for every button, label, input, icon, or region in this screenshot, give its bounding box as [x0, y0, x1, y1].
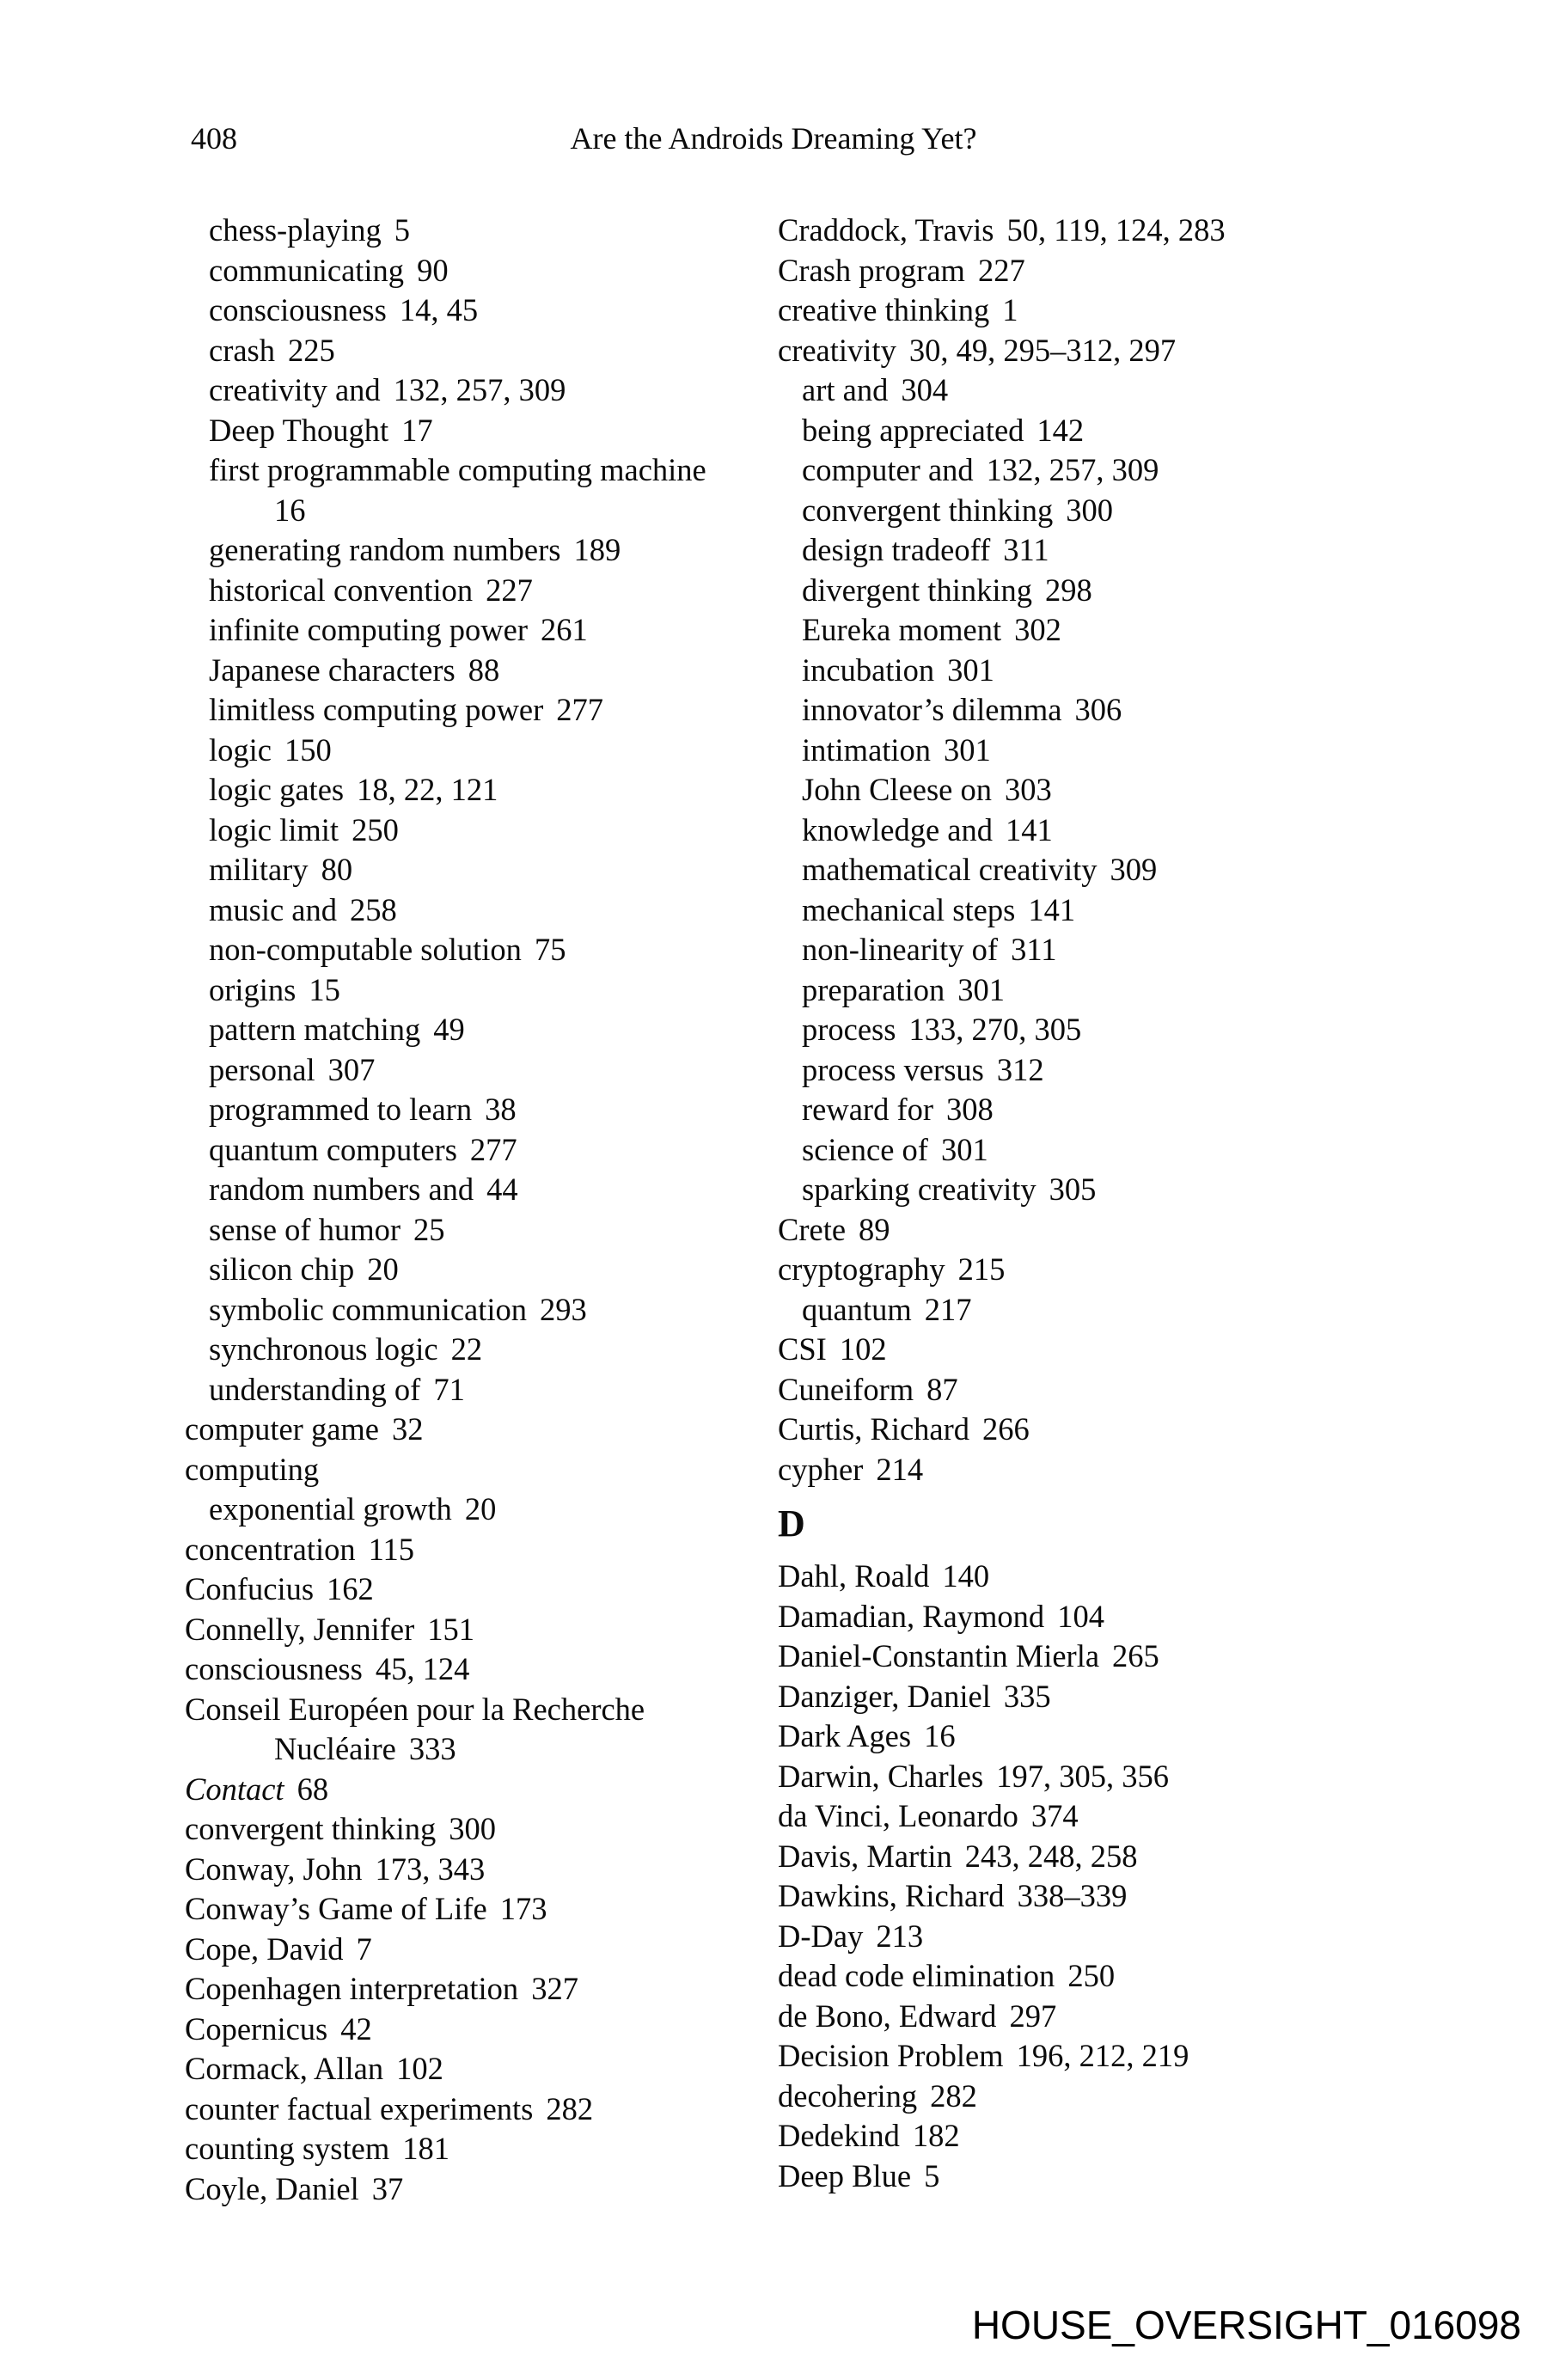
entry-pages: 32 — [392, 1411, 424, 1447]
index-entry — [778, 811, 1362, 851]
index-entry — [185, 1130, 769, 1171]
entry-label: military — [209, 852, 309, 887]
index-entry — [185, 491, 769, 531]
index-entry — [778, 211, 1362, 251]
index-entry — [185, 2089, 769, 2130]
index-entry — [778, 1330, 1362, 1370]
index-entry — [778, 1050, 1362, 1091]
index-entry — [185, 411, 769, 451]
entry-label: logic — [209, 731, 272, 768]
entry-label: design tradeoff — [802, 532, 991, 567]
entry-pages: 37 — [371, 2170, 404, 2206]
entry-label: Dark Ages — [778, 1718, 912, 1753]
entry-pages: 5 — [394, 212, 410, 248]
index-entry — [185, 251, 769, 291]
entry-label: Cope, David — [185, 1930, 344, 1967]
index-entry — [185, 571, 769, 611]
entry-label: divergent thinking — [802, 572, 1032, 608]
entry-label: personal — [209, 1051, 315, 1087]
index-entry — [778, 530, 1362, 571]
index-entry — [778, 1757, 1362, 1797]
entry-label: Coyle, Daniel — [185, 2170, 359, 2206]
index-column-left — [185, 211, 769, 2209]
index-entry — [185, 1770, 769, 1810]
entry-label: art and — [802, 372, 889, 407]
entry-label: random numbers and — [209, 1172, 474, 1207]
index-entry — [778, 890, 1362, 931]
index-entry — [778, 450, 1362, 491]
section-heading: D — [778, 1502, 805, 1545]
entry-label: non-computable solution — [209, 932, 522, 967]
entry-pages: 261 — [541, 612, 588, 647]
entry-pages: 298 — [1044, 572, 1092, 608]
index-entry — [185, 1210, 769, 1251]
entry-label: incubation — [802, 652, 935, 688]
entry-label: decohering — [778, 2077, 918, 2114]
entry-pages: 1 — [1002, 292, 1018, 327]
index-entry — [185, 1969, 769, 2010]
entry-pages: 87 — [926, 1371, 958, 1407]
index-entry — [778, 251, 1362, 291]
entry-label: Davis, Martin — [778, 1838, 952, 1874]
entry-label: dead code elimination — [778, 1958, 1055, 1993]
index-entry — [185, 690, 769, 731]
entry-pages: 133, 270, 305 — [908, 1012, 1082, 1047]
index-entry — [185, 970, 769, 1011]
index-entry — [185, 1930, 769, 1970]
entry-pages: 277 — [469, 1131, 517, 1167]
entry-label: D-Day — [778, 1918, 864, 1954]
entry-pages: 181 — [402, 2131, 449, 2166]
entry-pages: 115 — [368, 1531, 415, 1567]
index-entry — [185, 1250, 769, 1290]
entry-pages: 30, 49, 295–312, 297 — [908, 332, 1177, 368]
running-title: Are the Androids Dreaming Yet? — [570, 121, 977, 156]
entry-pages: 277 — [556, 692, 604, 727]
entry-label: programmed to learn — [209, 1092, 473, 1127]
entry-pages: 309 — [1110, 852, 1158, 887]
entry-pages: 104 — [1057, 1598, 1104, 1634]
index-entry — [778, 491, 1362, 531]
entry-label: chess-playing — [209, 212, 382, 248]
entry-label: mathematical creativity — [802, 852, 1098, 887]
index-entry — [185, 770, 769, 811]
entry-label: preparation — [802, 971, 945, 1007]
index-entry — [778, 1997, 1362, 2037]
entry-label: Dedekind — [778, 2118, 900, 2153]
entry-label: communicating — [209, 252, 405, 288]
entry-label: consciousness — [209, 292, 387, 327]
entry-pages: 214 — [876, 1451, 924, 1487]
entry-pages: 282 — [546, 2090, 594, 2126]
entry-label: Connelly, Jennifer — [185, 1611, 415, 1647]
entry-label: Danziger, Daniel — [778, 1678, 991, 1714]
entry-pages: 215 — [957, 1251, 1006, 1287]
entry-label: Crash program — [778, 252, 965, 288]
entry-label: convergent thinking — [185, 1811, 437, 1846]
entry-label: Conseil Européen pour la Recherche — [185, 1691, 645, 1727]
entry-label: infinite computing power — [209, 612, 529, 647]
index-entry — [185, 1490, 769, 1530]
entry-label: synchronous logic — [209, 1331, 438, 1367]
entry-label: limitless computing power — [209, 692, 544, 727]
entry-pages: 305 — [1049, 1172, 1097, 1207]
entry-pages: 302 — [1014, 612, 1061, 647]
entry-label: sense of humor — [209, 1211, 401, 1247]
index-entry — [185, 651, 769, 691]
entry-pages: 20 — [367, 1251, 399, 1287]
index-entry — [778, 1010, 1362, 1050]
index-entry — [185, 291, 769, 331]
entry-label: Confucius — [185, 1571, 315, 1606]
index-entry — [778, 571, 1362, 611]
entry-pages: 80 — [321, 852, 353, 887]
entry-pages: 189 — [573, 532, 621, 567]
entry-pages: 374 — [1030, 1798, 1079, 1833]
entry-label: de Bono, Edward — [778, 1998, 997, 2034]
entry-pages: 300 — [449, 1811, 497, 1846]
index-entry — [185, 811, 769, 851]
entry-label: creative thinking — [778, 292, 990, 327]
entry-pages: 25 — [413, 1211, 445, 1247]
entry-label: historical convention — [209, 572, 474, 608]
entry-pages: 18, 22, 121 — [357, 772, 498, 807]
entry-label: origins — [209, 971, 297, 1007]
entry-pages: 151 — [427, 1611, 475, 1647]
entry-pages: 338–339 — [1017, 1878, 1128, 1913]
entry-label: computing — [185, 1451, 320, 1487]
index-entry — [185, 1569, 769, 1610]
entry-pages: 16 — [924, 1718, 956, 1753]
entry-pages: 297 — [1009, 1998, 1057, 2034]
index-entry — [778, 370, 1362, 411]
entry-label: Conway’s Game of Life — [185, 1891, 487, 1926]
entry-label: quantum — [802, 1291, 912, 1327]
entry-label: creativity and — [209, 372, 381, 407]
entry-label: crash — [209, 332, 276, 368]
index-entry — [778, 731, 1362, 771]
index-entry — [185, 331, 769, 371]
index-entry — [778, 610, 1362, 651]
entry-pages: 335 — [1003, 1678, 1051, 1714]
page-number: 408 — [191, 121, 237, 156]
entry-pages: 17 — [401, 412, 433, 448]
entry-label: Copernicus — [185, 2010, 328, 2047]
entry-pages: 132, 257, 309 — [986, 452, 1159, 487]
entry-pages: 333 — [408, 1731, 456, 1766]
index-entry — [778, 970, 1362, 1011]
entry-pages: 308 — [946, 1092, 994, 1127]
index-entry — [778, 1917, 1362, 1957]
entry-pages: 14, 45 — [399, 292, 479, 327]
index-entry — [778, 411, 1362, 451]
entry-label: Deep Blue — [778, 2157, 912, 2193]
entry-label: mechanical steps — [802, 891, 1016, 927]
entry-label: Dahl, Roald — [778, 1558, 930, 1594]
index-entry — [778, 1956, 1362, 1997]
index-entry — [778, 2116, 1362, 2157]
entry-label: creativity — [778, 332, 896, 368]
index-entry — [778, 1796, 1362, 1837]
entry-label: symbolic communication — [209, 1291, 528, 1327]
entry-label: Copenhagen interpretation — [185, 1971, 519, 2006]
entry-label: Craddock, Travis — [778, 212, 994, 248]
entry-pages: 141 — [1028, 891, 1076, 927]
index-entry — [778, 1597, 1362, 1637]
entry-pages: 38 — [485, 1092, 517, 1127]
entry-label: cryptography — [778, 1251, 945, 1287]
index-entry — [185, 1050, 769, 1091]
entry-label: science of — [802, 1131, 928, 1167]
entry-label: understanding of — [209, 1371, 421, 1407]
entry-label: first programmable computing machine — [209, 452, 706, 487]
index-entry — [185, 1290, 769, 1331]
index-entry — [778, 1370, 1362, 1410]
entry-pages: 90 — [417, 252, 449, 288]
entry-label: process versus — [802, 1051, 984, 1087]
entry-pages: 227 — [977, 252, 1025, 288]
index-entry — [185, 610, 769, 651]
entry-pages: 71 — [433, 1371, 465, 1407]
entry-label: consciousness — [185, 1651, 363, 1686]
index-entry — [185, 370, 769, 411]
entry-pages: 20 — [464, 1491, 497, 1527]
index-entry — [185, 1170, 769, 1210]
entry-pages: 42 — [340, 2010, 372, 2047]
entry-label: logic gates — [209, 772, 345, 807]
entry-pages: 142 — [1036, 412, 1085, 448]
entry-pages: 22 — [450, 1331, 483, 1367]
entry-pages: 250 — [1067, 1958, 1116, 1993]
entry-pages: 327 — [531, 1971, 578, 2006]
entry-label: process — [802, 1012, 896, 1047]
entry-pages: 162 — [327, 1571, 374, 1606]
index-entry — [185, 930, 769, 970]
index-entry — [185, 1010, 769, 1050]
entry-pages: 45, 124 — [375, 1651, 470, 1686]
index-entry — [185, 1889, 769, 1930]
entry-pages: 303 — [1005, 772, 1052, 807]
entry-pages: 258 — [350, 891, 397, 927]
index-entry — [778, 1837, 1362, 1877]
entry-pages: 16 — [274, 492, 306, 528]
entry-pages: 89 — [859, 1211, 890, 1247]
entry-pages: 88 — [468, 652, 500, 688]
index-entry — [185, 1850, 769, 1890]
entry-label: intimation — [802, 731, 932, 768]
entry-pages: 102 — [396, 2051, 443, 2086]
entry-label: Cormack, Allan — [185, 2051, 384, 2086]
index-entry — [778, 1876, 1362, 1917]
entry-pages: 15 — [309, 971, 340, 1007]
index-entry — [778, 1677, 1362, 1717]
entry-pages: 301 — [947, 652, 994, 688]
entry-label: concentration — [185, 1531, 356, 1567]
entry-label: Darwin, Charles — [778, 1758, 984, 1794]
entry-pages: 301 — [940, 1131, 988, 1167]
entry-pages: 311 — [1003, 532, 1049, 567]
entry-label: Cuneiform — [778, 1371, 914, 1407]
index-entry — [185, 2049, 769, 2089]
index-entry — [778, 331, 1362, 371]
entry-label: silicon chip — [209, 1251, 355, 1287]
entry-pages: 197, 305, 356 — [996, 1758, 1169, 1794]
entry-pages: 265 — [1112, 1638, 1159, 1673]
entry-pages: 68 — [297, 1771, 329, 1807]
entry-label: convergent thinking — [802, 492, 1054, 528]
index-entry — [185, 1649, 769, 1690]
index-entry — [185, 2169, 769, 2210]
index-entry — [185, 1090, 769, 1130]
index-entry — [778, 291, 1362, 331]
entry-pages: 5 — [924, 2157, 940, 2193]
entry-label: non-linearity of — [802, 932, 999, 967]
entry-pages: 312 — [996, 1051, 1044, 1087]
entry-label: Decision Problem — [778, 2038, 1004, 2073]
index-entry — [778, 1450, 1362, 1490]
entry-pages: 182 — [912, 2118, 960, 2153]
index-entry — [778, 2077, 1362, 2117]
entry-label: Japanese characters — [209, 652, 456, 688]
entry-label: Deep Thought — [209, 412, 389, 448]
entry-pages: 75 — [534, 932, 566, 967]
entry-pages: 132, 257, 309 — [393, 372, 566, 407]
index-entry — [778, 770, 1362, 811]
index-entry — [185, 1610, 769, 1650]
entry-label: Curtis, Richard — [778, 1411, 970, 1447]
entry-pages: 304 — [901, 372, 949, 407]
index-entry — [778, 1250, 1362, 1290]
entry-pages: 140 — [942, 1558, 990, 1594]
entry-pages: 307 — [327, 1051, 376, 1087]
entry-label: pattern matching — [209, 1012, 421, 1047]
entry-pages: 306 — [1074, 692, 1122, 727]
entry-label: counting system — [185, 2131, 390, 2166]
index-entry — [778, 1637, 1362, 1677]
index-entry — [778, 1210, 1362, 1251]
index-entry — [185, 1410, 769, 1450]
entry-pages: 227 — [486, 572, 533, 608]
entry-label: CSI — [778, 1331, 827, 1367]
entry-label: counter factual experiments — [185, 2090, 534, 2126]
entry-label: being appreciated — [802, 412, 1024, 448]
index-entry — [778, 1290, 1362, 1331]
entry-pages: 213 — [876, 1918, 924, 1954]
entry-label: music and — [209, 891, 338, 927]
entry-pages: 173, 343 — [375, 1851, 486, 1887]
entry-pages: 300 — [1066, 492, 1114, 528]
entry-label: knowledge and — [802, 811, 993, 847]
entry-label: computer game — [185, 1411, 380, 1447]
entry-pages: 50, 119, 124, 283 — [1006, 212, 1226, 248]
index-entry — [185, 2129, 769, 2169]
index-entry — [185, 2010, 769, 2050]
entry-pages: 301 — [957, 971, 1005, 1007]
index-column-right — [778, 211, 1362, 2196]
entry-label: Crete — [778, 1211, 847, 1247]
entry-label: sparking creativity — [802, 1172, 1036, 1207]
index-entry — [778, 1090, 1362, 1130]
entry-pages: 243, 248, 258 — [964, 1838, 1138, 1874]
index-entry — [185, 450, 769, 491]
entry-pages: 282 — [930, 2077, 977, 2114]
index-entry — [185, 530, 769, 571]
index-entry — [778, 1716, 1362, 1757]
index-entry — [185, 1809, 769, 1850]
entry-label: Nucléaire — [274, 1731, 396, 1766]
entry-label: exponential growth — [209, 1491, 452, 1527]
entry-pages: 217 — [924, 1291, 972, 1327]
running-head — [0, 120, 1547, 163]
entry-pages: 150 — [284, 731, 332, 768]
index-entry — [778, 850, 1362, 890]
index-entry — [778, 690, 1362, 731]
entry-label: Contact — [185, 1771, 284, 1807]
index-entry — [185, 211, 769, 251]
entry-label: Daniel-Constantin Mierla — [778, 1638, 1100, 1673]
index-entry — [778, 930, 1362, 970]
entry-pages: 311 — [1011, 932, 1057, 967]
entry-pages: 196, 212, 219 — [1016, 2038, 1189, 2073]
entry-pages: 266 — [982, 1411, 1030, 1447]
index-entry — [185, 731, 769, 771]
entry-pages: 250 — [352, 811, 399, 847]
index-entry — [185, 1450, 769, 1490]
index-entry — [185, 1690, 769, 1730]
entry-pages: 293 — [540, 1291, 587, 1327]
index-entry — [778, 1170, 1362, 1210]
index-entry — [778, 1410, 1362, 1450]
index-entry — [185, 890, 769, 931]
entry-label: Damadian, Raymond — [778, 1598, 1045, 1634]
entry-label: logic limit — [209, 811, 339, 847]
entry-label: generating random numbers — [209, 532, 561, 567]
index-entry — [778, 1557, 1362, 1597]
entry-pages: 102 — [839, 1331, 887, 1367]
entry-pages: 301 — [944, 731, 991, 768]
index-entry — [778, 2157, 1362, 2197]
entry-pages: 7 — [356, 1930, 372, 1967]
index-entry — [778, 651, 1362, 691]
index-entry — [185, 1330, 769, 1370]
index-entry — [185, 1530, 769, 1570]
entry-label: da Vinci, Leonardo — [778, 1798, 1018, 1833]
entry-label: Eureka moment — [802, 612, 1002, 647]
entry-pages: 44 — [486, 1172, 518, 1207]
index-entry — [778, 1130, 1362, 1171]
entry-label: Dawkins, Richard — [778, 1878, 1005, 1913]
entry-label: computer and — [802, 452, 974, 487]
entry-label: John Cleese on — [802, 772, 992, 807]
entry-label: innovator’s dilemma — [802, 692, 1062, 727]
entry-label: cypher — [778, 1451, 864, 1487]
entry-pages: 225 — [288, 332, 335, 368]
bates-stamp: HOUSE_OVERSIGHT_016098 — [971, 2303, 1521, 2347]
entry-pages: 141 — [1005, 811, 1053, 847]
entry-label: Conway, John — [185, 1851, 363, 1887]
entry-label: quantum computers — [209, 1131, 457, 1167]
index-entry — [185, 1370, 769, 1410]
index-entry — [185, 850, 769, 890]
index-entry — [778, 2036, 1362, 2077]
entry-label: reward for — [802, 1092, 934, 1127]
index-entry — [185, 1729, 769, 1770]
entry-pages: 173 — [499, 1891, 547, 1926]
entry-pages: 49 — [433, 1012, 465, 1047]
